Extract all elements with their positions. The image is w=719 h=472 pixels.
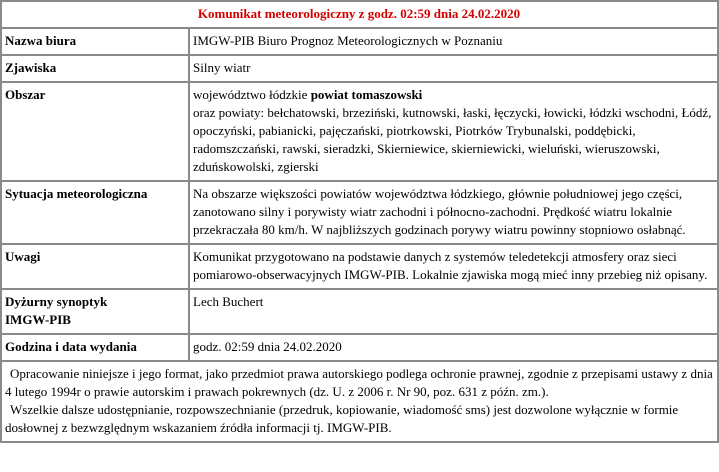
area-label: Obszar	[1, 82, 189, 181]
area-region-county: powiat tomaszowski	[310, 87, 423, 102]
office-label: Nazwa biura	[1, 28, 189, 55]
phenomena-row	[1, 55, 718, 82]
office-value: IMGW-PIB Biuro Prognoz Meteorologicznych w Poznaniu	[189, 28, 718, 55]
area-other-counties: oraz powiaty: bełchatowski, brzeziński, kutnowski, łaski, łęczycki, łowicki, łódzki wschodni, Łódź, opoczyński, pabianicki, pajęczański, piotrkowski, Piotrków Trybunalski, poddębicki, radomszczański, rawski, sieradzki, Skierniewice, skierniewicki, wieluński, wieruszowski, zduńskowolski, zgierski	[193, 105, 712, 174]
area-row	[1, 82, 718, 181]
forecaster-label	[1, 289, 189, 334]
notes-label: Uwagi	[1, 244, 189, 289]
situation-row	[1, 181, 718, 244]
issued-row	[1, 334, 718, 361]
forecaster-value: Lech Buchert	[189, 289, 718, 334]
notes-value: Komunikat przygotowano na podstawie danych z systemów teledetekcji atmosfery oraz sieci pomiarowo-obserwacyjnych IMGW-PIB. Lokalnie zjawiska mogą mieć inny przebieg niż opisany.	[189, 244, 718, 289]
footer-notice	[1, 361, 718, 442]
title-row	[1, 1, 718, 28]
situation-value: Na obszarze większości powiatów województwa łódzkiego, głównie południowej jego części, zanotowano silny i porywisty wiatr zachodni i północno-zachodni. Prędkość wiatru lokalnie przekraczała 80 km/h. W najbliższych godzinach porywy wiatru powinny stopniowo osłabnąć.	[189, 181, 718, 244]
forecaster-label-line2: IMGW-PIB	[5, 312, 71, 327]
forecaster-row	[1, 289, 718, 334]
issued-value: godz. 02:59 dnia 24.02.2020	[189, 334, 718, 361]
bulletin-title: Komunikat meteorologiczny z godz. 02:59 dnia 24.02.2020	[1, 1, 718, 28]
area-value	[189, 82, 718, 181]
issued-label: Godzina i data wydania	[1, 334, 189, 361]
area-region-prefix: województwo łódzkie	[193, 87, 311, 102]
footer-copyright: Opracowanie niniejsze i jego format, jako przedmiot prawa autorskiego podlega ochronie prawnej, zgodnie z przepisami ustawy z dnia 4 lutego 1994r o prawie autorskim i prawach pokrewnych (dz. U. z 2006 r. Nr 90, poz. 631 z późn. zm.).	[5, 366, 713, 399]
notes-row	[1, 244, 718, 289]
office-row	[1, 28, 718, 55]
phenomena-value: Silny wiatr	[189, 55, 718, 82]
footer-sharing: Wszelkie dalsze udostępnianie, rozpowszechnianie (przedruk, kopiowanie, wiadomość sms) jest dozwolone wyłącznie w formie dosłownej z bezwzględnym wskazaniem źródła informacji tj. IMGW-PIB.	[5, 402, 679, 435]
footer-row	[1, 361, 718, 442]
area-region-line	[193, 86, 713, 104]
phenomena-label: Zjawiska	[1, 55, 189, 82]
situation-label: Sytuacja meteorologiczna	[1, 181, 189, 244]
forecaster-label-line1: Dyżurny synoptyk	[5, 294, 108, 309]
